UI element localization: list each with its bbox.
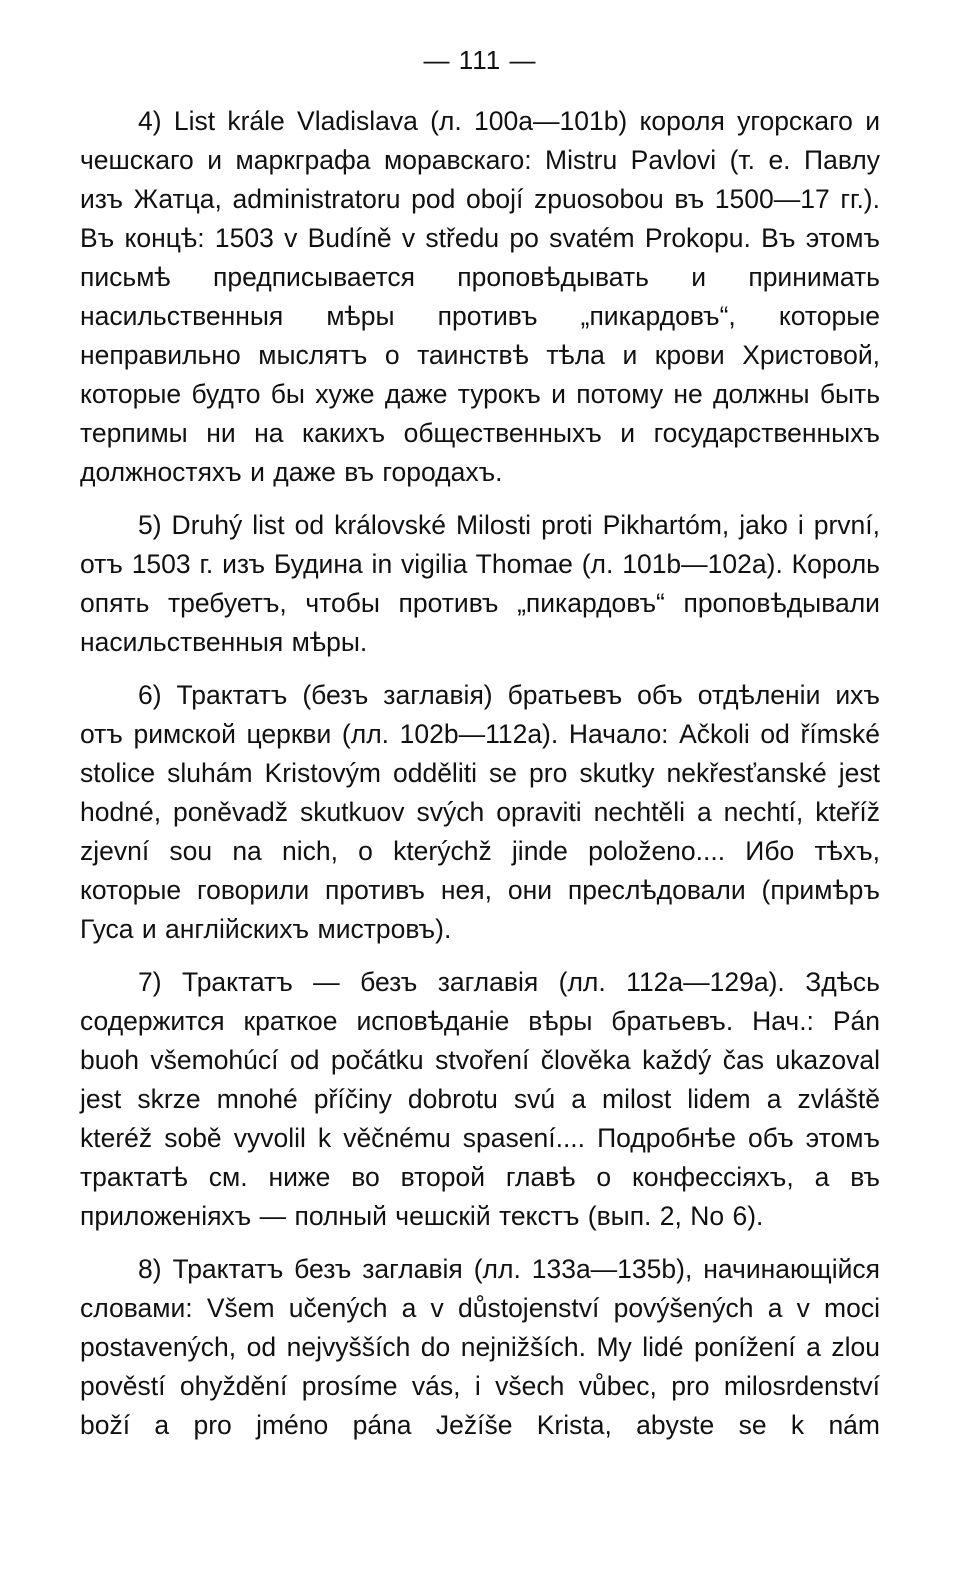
paragraph-7: 7) Трактатъ — безъ заглавія (лл. 112a—129a). Здѣсь содержится краткое исповѣданіе вѣры братьевъ. Нач.: Pán buoh všemohúcí od počátku stvoření člověka každý čas ukazoval jest skrze mnohé příčiny dobrotu svú a milost lidem a zvláště kteréž sobě vyvolil k věčnému spasení.... Подробнѣе объ этомъ трактатѣ см. ниже во второй главѣ о конфессіяхъ, а въ приложеніяхъ — полный чешскій текстъ (вып. 2, No 6). [80, 967, 880, 1231]
paragraph-6: 6) Трактатъ (безъ заглавія) братьевъ объ отдѣленіи ихъ отъ римской церкви (лл. 102b—112a). Начало: Ačkoli od římské stolice sluhám Kristovým odděliti se pro skutky nekřesťanské jest hodné, poněvadž skutkuov svých opraviti nechtěli a nechtí, kteříž zjevní sou na nich, o kterýchž jinde položeno.... Ибо тѣхъ, которые говорили противъ нея, они преслѣдовали (примѣръ Гуса и англійскихъ мистровъ). [80, 680, 880, 944]
paragraph-4: 4) List krále Vladislava (л. 100a—101b) короля угорскаго и чешскаго и маркграфа моравскаго: Mistru Pavlovi (т. е. Павлу изъ Жатца, administratoru pod obojí zpuosobou въ 1500—17 гг.). Въ концѣ: 1503 v Budíně v středu po svatém Prokopu. Въ этомъ письмѣ предписывается проповѣдывать и принимать насильственныя мѣры противъ „пикардовъ“, которые неправильно мыслятъ о таинствѣ тѣла и крови Христовой, которые будто бы хуже даже турокъ и потому не должны быть терпимы ни на какихъ общественныхъ и государственныхъ должностяхъ и даже въ городахъ. [80, 106, 880, 487]
book-page [80, 40, 880, 1459]
paragraph-8: 8) Трактатъ безъ заглавія (лл. 133a—135b), начинающійся словами: Všem učených a v důstojenství povýšených a v moci postavených, od nejvyšších do nejnižších. My lidé ponížení a zlou pověstí ohyždění prosíme vás, i všech vůbec, pro milosrdenství boží a pro jméno pána Ježíše Krista, abyste se k nám [80, 1254, 880, 1440]
page-number: — 111 — [423, 45, 537, 75]
paragraph-5: 5) Druhý list od královské Milosti proti Pikhartóm, jako i první, отъ 1503 г. изъ Будина in vigilia Thomae (л. 101b—102a). Король опять требуетъ, чтобы противъ „пикардовъ“ проповѣдывали насильственныя мѣры. [80, 510, 880, 657]
